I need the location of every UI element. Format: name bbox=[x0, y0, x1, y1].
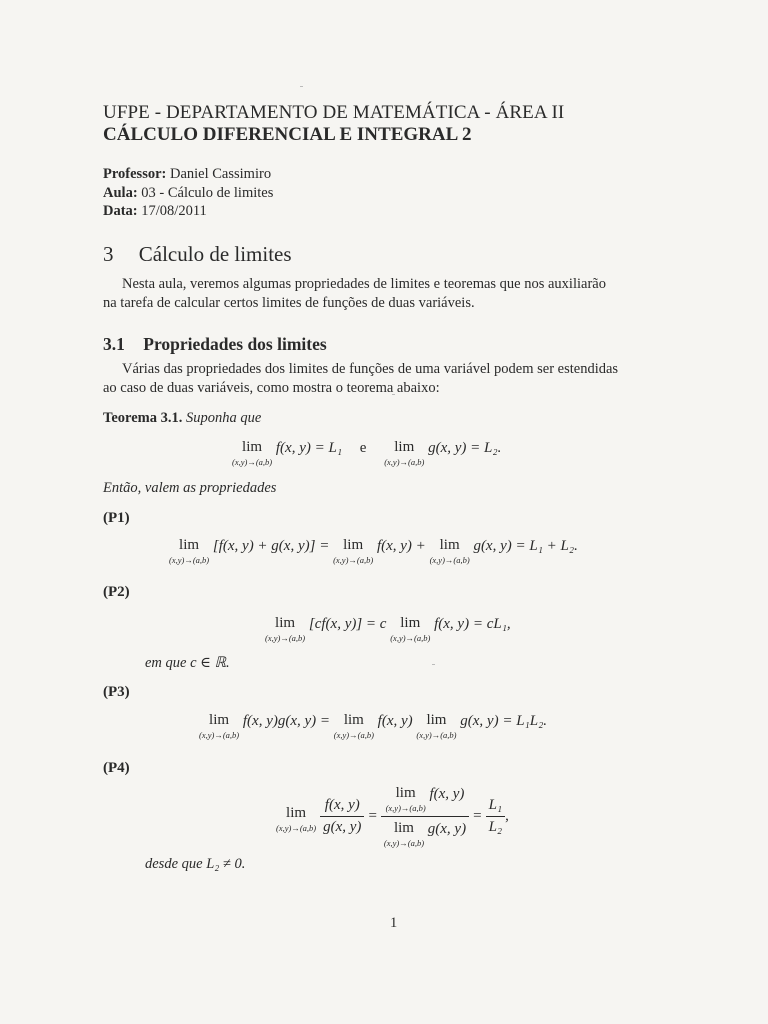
property-p3-equation bbox=[199, 713, 547, 740]
scan-speck bbox=[432, 664, 435, 665]
limit-operator: lim (x,y)→(a,b) bbox=[199, 712, 240, 740]
professor-line bbox=[103, 166, 271, 183]
subsection-number: 3.1 bbox=[103, 334, 125, 354]
p4-middle-denominator: lim (x,y)→(a,b) g(x, y) bbox=[383, 819, 467, 848]
p4-equals: = bbox=[473, 808, 482, 824]
limit-operator: lim (x,y)→(a,b) bbox=[416, 712, 457, 740]
department-header: UFPE - DEPARTAMENTO DE MATEMÁTICA - ÁREA II bbox=[103, 102, 565, 123]
limit-operator: lim (x,y)→(a,b) bbox=[169, 537, 210, 565]
p2-term-b: f(x, y) = cL₁, bbox=[434, 616, 511, 632]
hypothesis-equation bbox=[232, 440, 501, 467]
p4-comma: , bbox=[505, 808, 509, 824]
then-text: Então, valem as propriedades bbox=[103, 480, 277, 496]
aula-label: Aula: bbox=[103, 185, 138, 201]
p1-term-a: [f(x, y) + g(x, y)] = bbox=[212, 538, 330, 554]
data-label: Data: bbox=[103, 203, 138, 219]
limit-operator: lim (x,y)→(a,b) bbox=[383, 819, 425, 848]
p3-term-c: g(x, y) = L₁L₂. bbox=[460, 713, 548, 729]
section-title: Cálculo de limites bbox=[138, 242, 292, 266]
p4-note: desde que L₂ ≠ 0. bbox=[145, 856, 246, 872]
subsection-title: Propriedades dos limites bbox=[143, 334, 327, 354]
p4-right-denominator: L₂ bbox=[488, 819, 503, 835]
limit-operator: lim (x,y)→(a,b) bbox=[429, 537, 470, 565]
section-number: 3 bbox=[103, 242, 114, 266]
limit-operator: lim (x,y)→(a,b) bbox=[232, 439, 273, 467]
data-value: 17/08/2011 bbox=[141, 203, 207, 219]
limit-operator: lim (x,y)→(a,b) bbox=[265, 615, 306, 643]
limit-operator: lim (x,y)→(a,b) bbox=[276, 805, 317, 834]
property-p4-equation bbox=[276, 786, 509, 847]
subsection-paragraph-line2: ao caso de duas variáveis, como mostra o teorema abaixo: bbox=[103, 380, 440, 396]
p3-term-b: f(x, y) bbox=[377, 713, 413, 729]
p4-left-fraction bbox=[320, 797, 364, 836]
p4-right-fraction bbox=[486, 797, 506, 836]
property-p2-equation bbox=[265, 616, 511, 643]
property-label-p3: (P3) bbox=[103, 684, 130, 700]
limit-operator: lim (x,y)→(a,b) bbox=[333, 537, 374, 565]
course-title: CÁLCULO DIFERENCIAL E INTEGRAL 2 bbox=[103, 124, 472, 145]
hypothesis-g: g(x, y) = L₂. bbox=[428, 440, 502, 456]
aula-line bbox=[103, 185, 273, 202]
intro-paragraph-line1: Nesta aula, veremos algumas propriedades de limites e teoremas que nos auxiliarão bbox=[122, 276, 606, 292]
p2-note: em que c ∈ ℝ. bbox=[145, 655, 230, 671]
limit-operator: lim (x,y)→(a,b) bbox=[333, 712, 374, 740]
property-label-p4: (P4) bbox=[103, 760, 130, 776]
limit-operator: lim (x,y)→(a,b) bbox=[385, 785, 426, 813]
hypothesis-f: f(x, y) = L₁ bbox=[275, 440, 343, 456]
limit-operator: lim (x,y)→(a,b) bbox=[384, 439, 425, 467]
property-label-p1: (P1) bbox=[103, 510, 130, 526]
p3-term-a: f(x, y)g(x, y) = bbox=[242, 713, 331, 729]
p2-term-a: [cf(x, y)] = c bbox=[308, 616, 387, 632]
theorem-text: Suponha que bbox=[185, 410, 262, 426]
limit-operator: lim (x,y)→(a,b) bbox=[390, 615, 431, 643]
p4-left-denominator: g(x, y) bbox=[323, 819, 362, 835]
p1-term-c: g(x, y) = L₁ + L₂. bbox=[473, 538, 578, 554]
professor-label: Professor: bbox=[103, 166, 167, 182]
p1-term-b: f(x, y) + bbox=[376, 538, 426, 554]
p4-right-numerator: L₁ bbox=[486, 797, 506, 817]
aula-value: 03 - Cálculo de limites bbox=[141, 185, 274, 201]
scan-speck bbox=[300, 86, 303, 87]
intro-paragraph-line2: na tarefa de calcular certos limites de funções de duas variáveis. bbox=[103, 295, 475, 311]
p4-equals: = bbox=[368, 808, 377, 824]
theorem-line bbox=[103, 410, 261, 427]
professor-value: Daniel Cassimiro bbox=[169, 166, 272, 182]
p4-left-numerator: f(x, y) bbox=[320, 797, 364, 817]
p4-middle-fraction bbox=[381, 786, 469, 847]
section-heading bbox=[103, 242, 292, 267]
property-p1-equation bbox=[169, 538, 578, 565]
subsection-paragraph-line1: Várias das propriedades dos limites de funções de uma variável podem ser estendidas bbox=[122, 361, 619, 377]
data-line bbox=[103, 203, 207, 220]
hypothesis-and: e bbox=[359, 440, 367, 456]
subsection-heading bbox=[103, 334, 327, 355]
theorem-label: Teorema 3.1. bbox=[103, 410, 183, 426]
property-label-p2: (P2) bbox=[103, 584, 130, 600]
page-number: 1 bbox=[390, 915, 398, 931]
p4-middle-numerator: lim (x,y)→(a,b) f(x, y) bbox=[381, 786, 469, 817]
